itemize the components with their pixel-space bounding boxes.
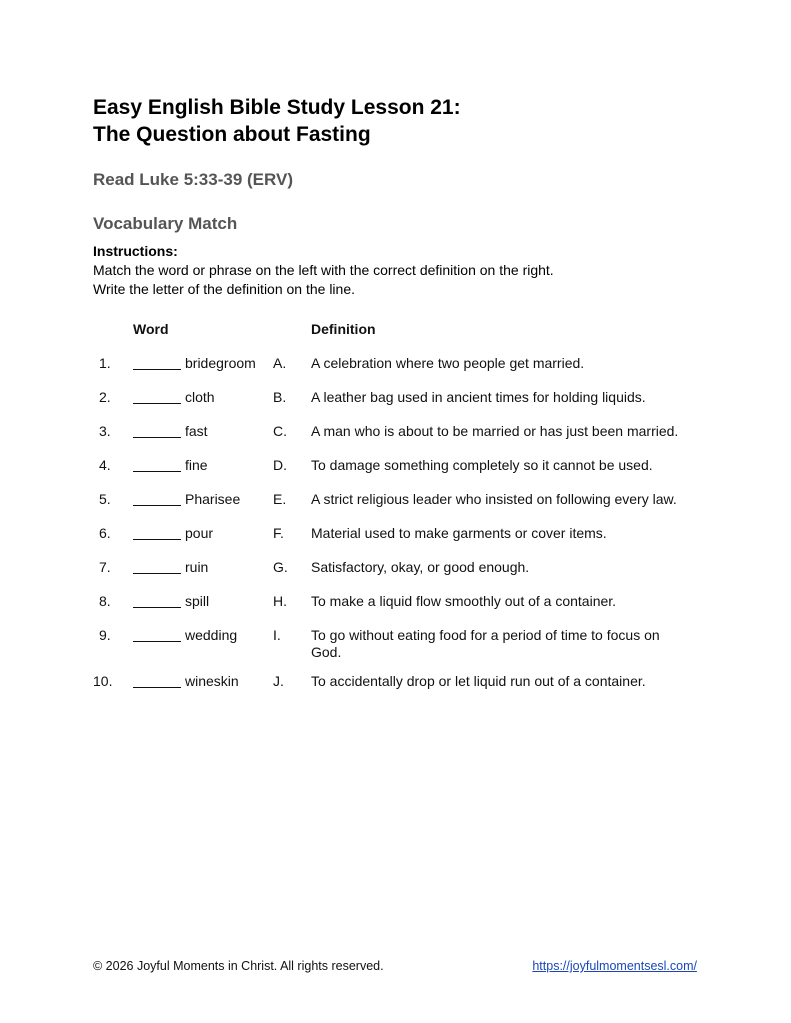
vocab-word: bridegroom [185,355,256,371]
vocab-word: fast [185,423,208,439]
definition-text: Satisfactory, okay, or good enough. [311,559,530,575]
row-number: 4. [99,457,111,473]
definition-letter: G. [273,559,288,575]
row-number: 8. [99,593,111,609]
definition-text: A leather bag used in ancient times for holding liquids. [311,389,646,405]
answer-blank[interactable] [133,673,181,688]
definition-text: To make a liquid flow smoothly out of a container. [311,593,617,609]
answer-blank[interactable] [133,525,181,540]
vocab-word: wedding [185,627,238,643]
row-number: 3. [99,423,111,439]
vocab-word: ruin [185,559,209,575]
table-row [93,593,703,627]
vocabulary-table [93,355,703,707]
definition-letter: J. [273,673,284,689]
definition-letter: A. [273,355,287,371]
answer-blank[interactable] [133,627,181,642]
vocab-word: pour [185,525,214,541]
vocab-word: cloth [185,389,215,405]
vocab-word: fine [185,457,208,473]
definition-text: A strict religious leader who insisted on following every law. [311,491,677,507]
answer-blank[interactable] [133,457,181,472]
word-column-header: Word [133,321,169,337]
definition-letter: F. [273,525,284,541]
answer-blank[interactable] [133,389,181,404]
answer-blank[interactable] [133,559,181,574]
table-row [93,559,703,593]
instructions-line-1: Match the word or phrase on the left with the correct definition on the right. [93,262,554,278]
answer-blank[interactable] [133,491,181,506]
table-row [93,491,703,525]
definition-letter: D. [273,457,287,473]
table-row [93,673,703,707]
definition-letter: B. [273,389,287,405]
definition-letter: C. [273,423,287,439]
title-line-2: The Question about Fasting [93,123,371,146]
vocab-word: Pharisee [185,491,241,507]
definition-letter: I. [273,627,281,643]
instructions-heading: Instructions: [93,243,178,259]
definition-text: To go without eating food for a period of time to focus on God. [311,627,660,660]
table-row [93,355,703,389]
answer-blank[interactable] [133,423,181,438]
vocab-word: wineskin [185,673,239,689]
answer-blank[interactable] [133,593,181,608]
definition-text: To accidentally drop or let liquid run out of a container. [311,673,646,689]
table-row [93,525,703,559]
row-number: 6. [99,525,111,541]
title-line-1: Easy English Bible Study Lesson 21: [93,96,461,119]
definition-column-header: Definition [311,321,376,337]
definition-text: A man who is about to be married or has just been married. [311,423,679,439]
definition-text: To damage something completely so it cannot be used. [311,457,653,473]
table-row [93,627,703,673]
table-row [93,389,703,423]
website-link[interactable]: https://joyfulmomentsesl.com/ [532,959,697,973]
worksheet-page [93,94,703,689]
definition-text: Material used to make garments or cover items. [311,525,607,541]
copyright-notice: © 2026 Joyful Moments in Christ. All rights reserved. [93,959,384,973]
definition-letter: H. [273,593,287,609]
row-number: 7. [99,559,111,575]
definition-text: A celebration where two people get married. [311,355,585,371]
vocab-word: spill [185,593,210,609]
definition-letter: E. [273,491,287,507]
row-number: 2. [99,389,111,405]
row-number: 10. [93,673,113,689]
table-row [93,423,703,457]
answer-blank[interactable] [133,355,181,370]
row-number: 5. [99,491,111,507]
page-title [93,94,703,148]
row-number: 9. [99,627,111,643]
table-row [93,457,703,491]
reading-reference: Read Luke 5:33-39 (ERV) [93,170,293,189]
row-number: 1. [99,355,111,371]
section-heading: Vocabulary Match [93,214,238,233]
instructions-line-2: Write the letter of the definition on the line. [93,281,356,297]
